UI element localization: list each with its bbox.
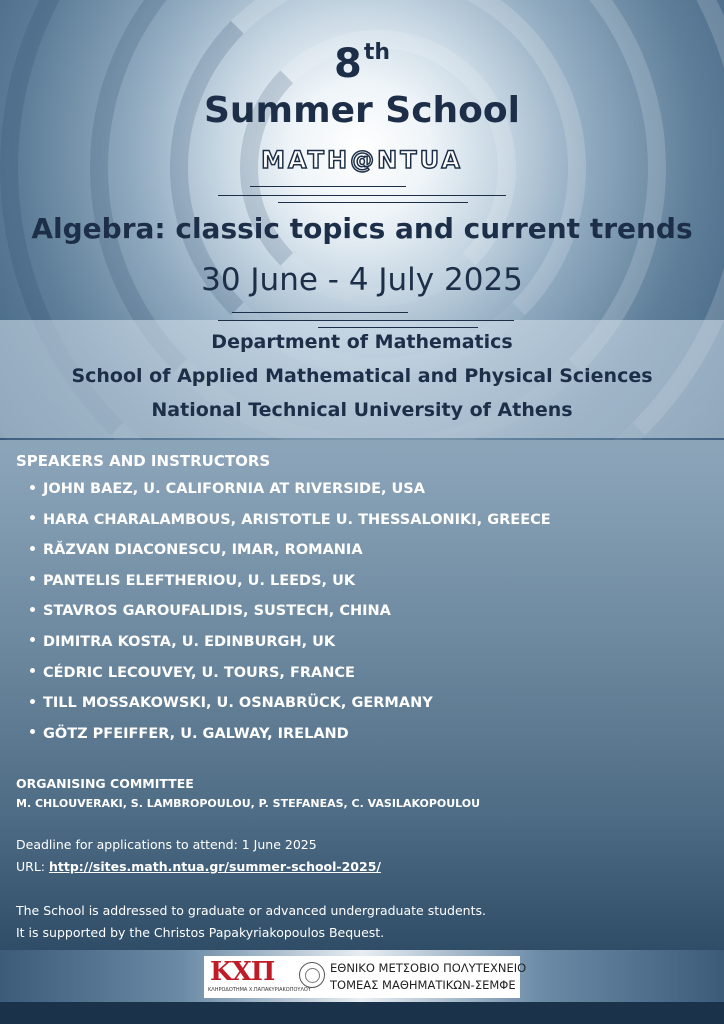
program-name: MATH@NTUA: [261, 146, 463, 174]
bullet-icon: [30, 729, 35, 734]
support-note: It is supported by the Christos Papakyriakopoulos Bequest.: [16, 925, 385, 940]
divider: [250, 186, 406, 187]
deadline-text: Deadline for applications to attend: 1 June 2025: [16, 837, 317, 852]
school-title: Summer School: [204, 90, 520, 131]
list-item: JOHN BAEZ, U. CALIFORNIA AT RIVERSIDE, USA: [30, 481, 551, 512]
footer-university-name: ΕΘΝΙΚΟ ΜΕΤΣΟΒΙΟ ΠΟΛΥΤΕΧΝΕΙΟ: [330, 961, 527, 975]
university-seal-icon: [299, 962, 325, 988]
bequest-logo-mark: ΚΧΠ: [210, 957, 275, 987]
audience-note: The School is addressed to graduate or advanced undergraduate students.: [16, 903, 486, 918]
list-item: CÉDRIC LECOUVEY, U. TOURS, FRANCE: [30, 665, 551, 696]
list-item: STAVROS GAROUFALIDIS, SUSTECH, CHINA: [30, 603, 551, 634]
bullet-icon: [30, 637, 35, 642]
bottom-bar: [0, 1002, 724, 1024]
department-name: Department of Mathematics: [211, 331, 513, 353]
list-item: DIMITRA KOSTA, U. EDINBURGH, UK: [30, 634, 551, 665]
speakers-heading: SPEAKERS AND INSTRUCTORS: [16, 452, 271, 470]
divider: [218, 195, 506, 196]
divider: [318, 327, 478, 328]
event-dates: 30 June - 4 July 2025: [201, 262, 523, 298]
list-item: PANTELIS ELEFTHERIOU, U. LEEDS, UK: [30, 573, 551, 604]
bequest-logo: [206, 957, 311, 997]
list-item: TILL MOSSAKOWSKI, U. OSNABRÜCK, GERMANY: [30, 695, 551, 726]
committee-heading: ORGANISING COMMITTEE: [16, 776, 194, 791]
edition-label: 8th: [333, 40, 391, 87]
speakers-list: [30, 481, 551, 756]
divider: [278, 202, 468, 203]
footer-department-name: ΤΟΜΕΑΣ ΜΑΘΗΜΑΤΙΚΩΝ-ΣΕΜΦΕ: [330, 978, 516, 992]
school-name: School of Applied Mathematical and Physical Sciences: [71, 365, 653, 387]
school-url-link[interactable]: http://sites.math.ntua.gr/summer-school-2025/: [48, 859, 381, 874]
topic-title: Algebra: classic topics and current trends: [31, 212, 693, 245]
list-item: HARA CHARALAMBOUS, ARISTOTLE U. THESSALONIKI, GREECE: [30, 512, 551, 543]
bullet-icon: [30, 607, 35, 612]
university-name: National Technical University of Athens: [151, 399, 573, 421]
list-item: RĂZVAN DIACONESCU, IMAR, ROMANIA: [30, 542, 551, 573]
divider: [218, 320, 514, 321]
committee-members: M. CHLOUVERAKI, S. LAMBROPOULOU, P. STEFANEAS, C. VASILAKOPOULOU: [16, 797, 481, 810]
bullet-icon: [30, 668, 35, 673]
bullet-icon: [30, 546, 35, 551]
bullet-icon: [30, 699, 35, 704]
bullet-icon: [30, 515, 35, 520]
list-item: GÖTZ PFEIFFER, U. GALWAY, IRELAND: [30, 726, 551, 757]
divider: [232, 312, 408, 313]
bullet-icon: [30, 576, 35, 581]
url-line: URL: http://sites.math.ntua.gr/summer-school-2025/: [16, 859, 381, 874]
bequest-caption: ΚΛΗΡΟΔΟΤΗΜΑ Χ.ΠΑΠΑΚΥΡΙΑΚΟΠΟΥΛΟΥ: [208, 987, 311, 993]
bullet-icon: [30, 485, 35, 490]
